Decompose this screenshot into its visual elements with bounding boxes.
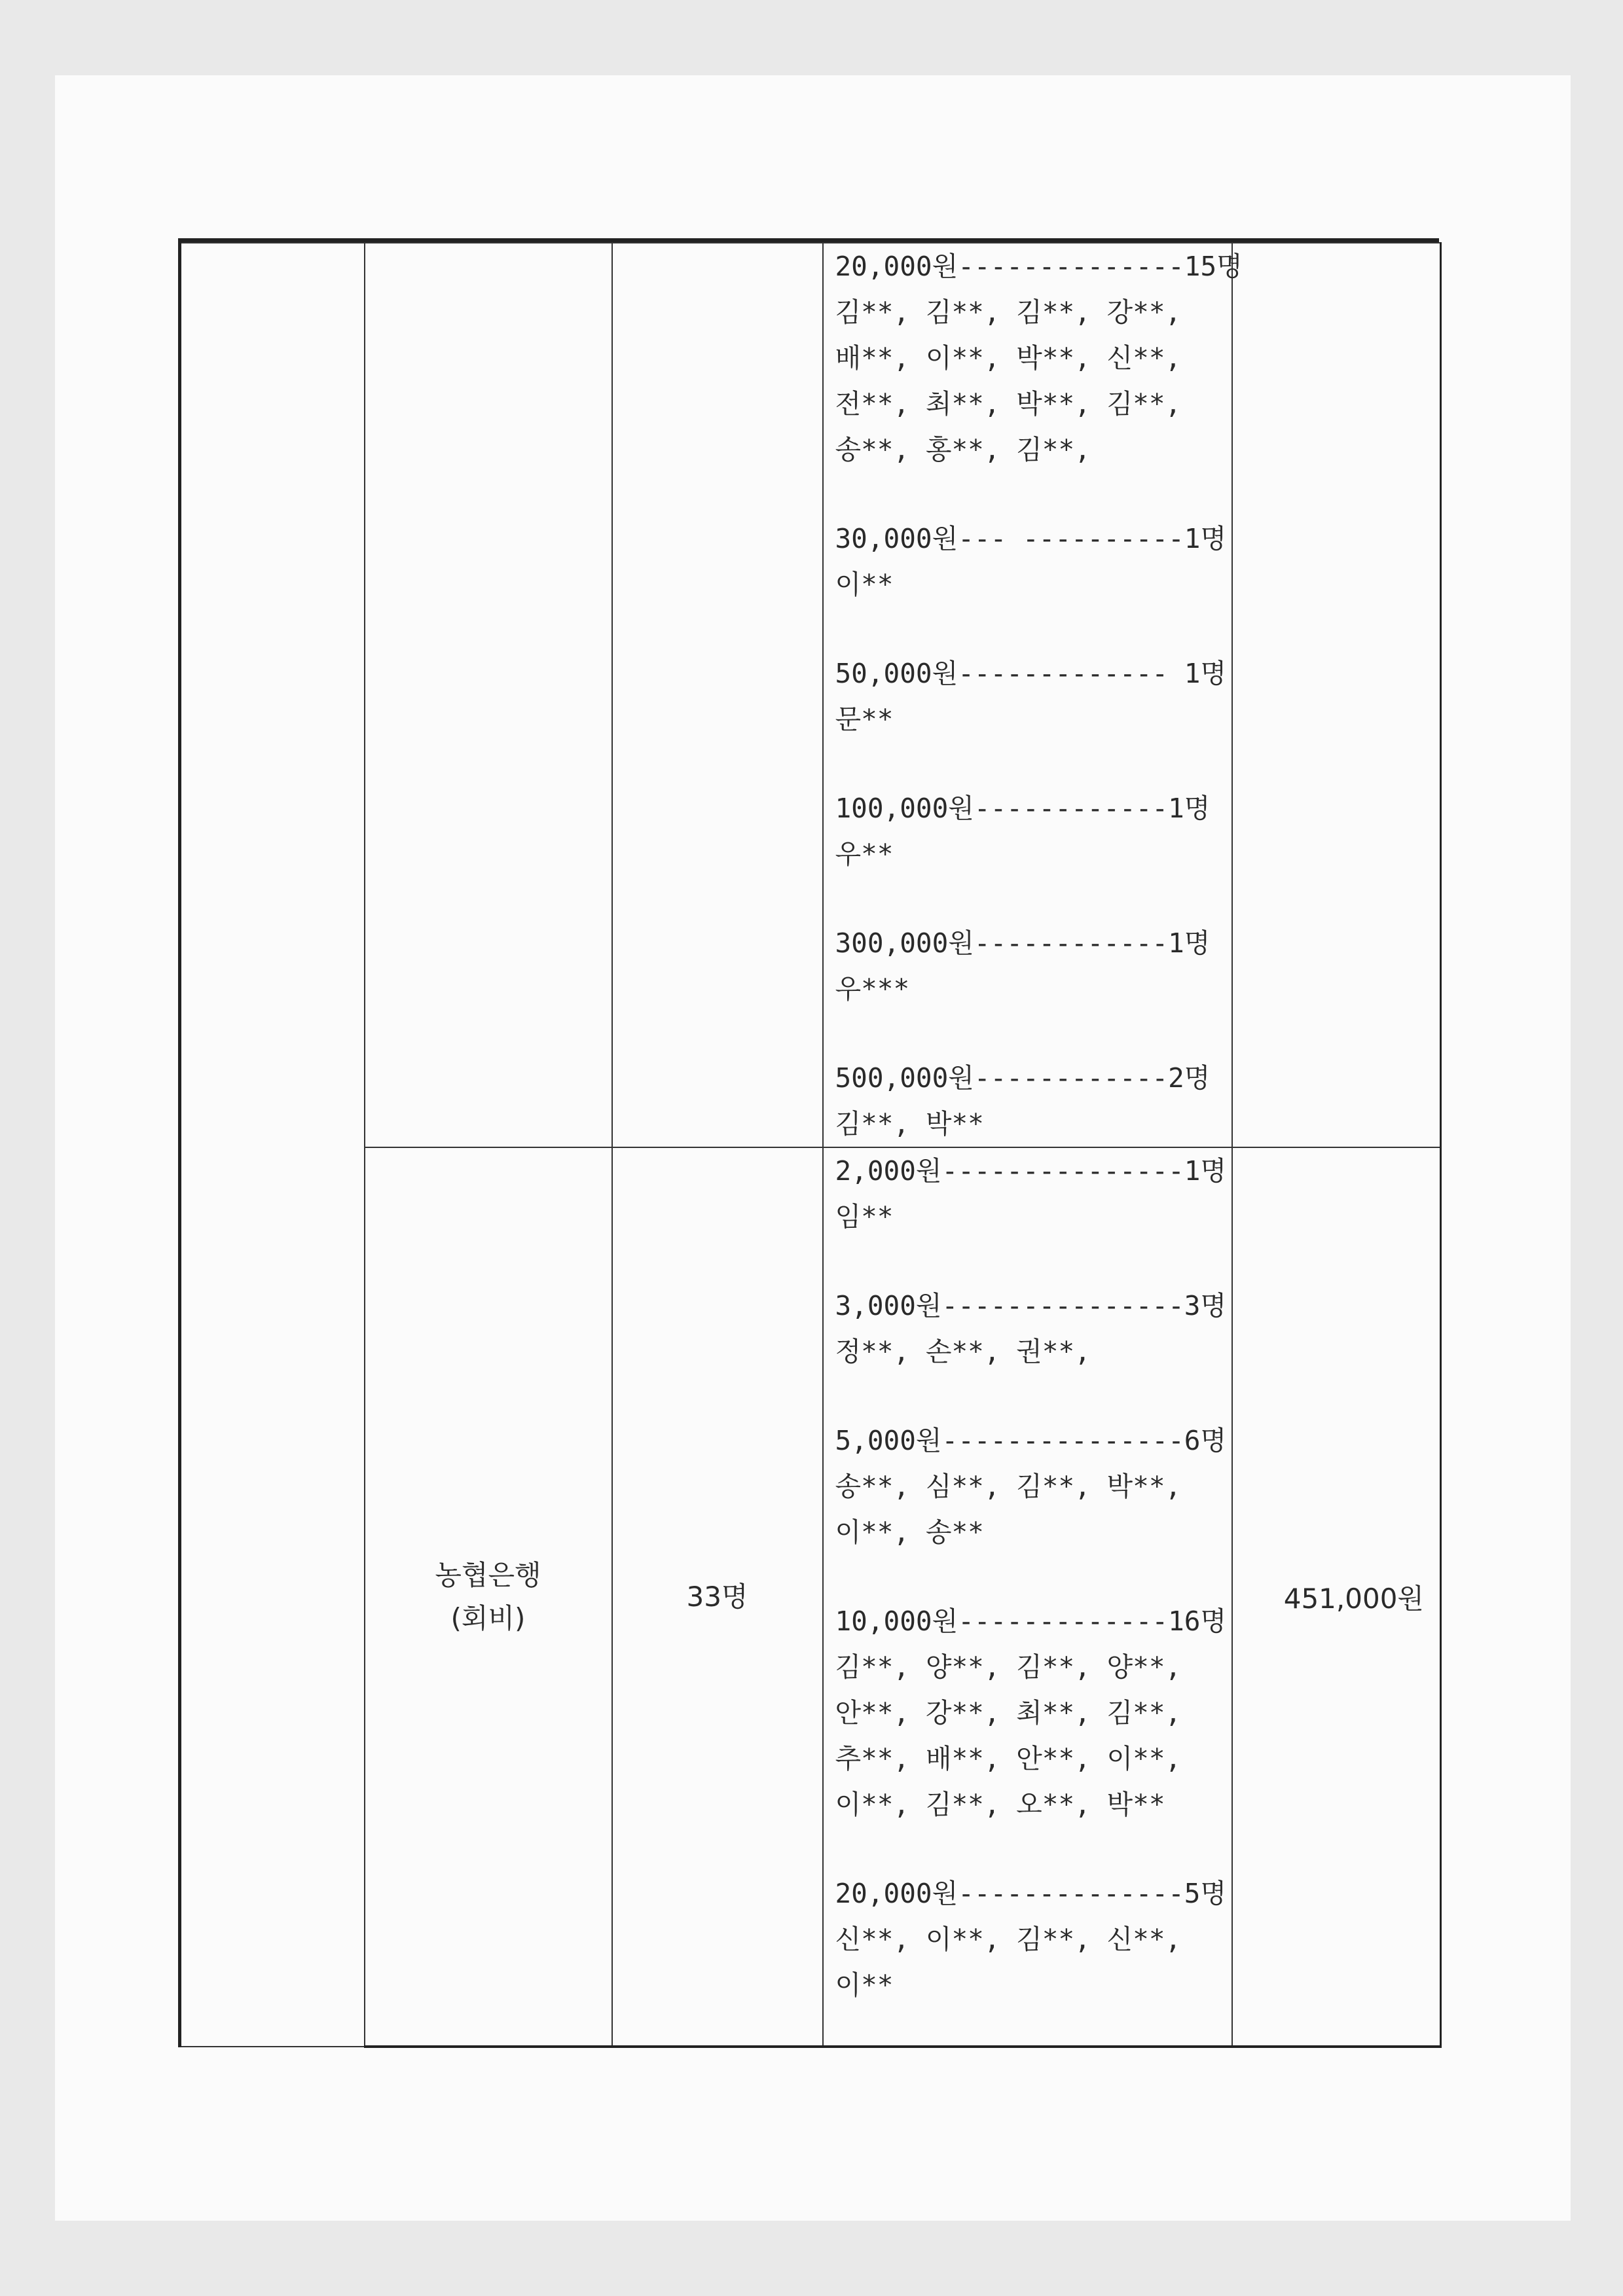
table-row <box>180 243 1441 1147</box>
total-cell <box>1232 243 1441 1147</box>
amount-line: 5,000원---------------6명 <box>835 1425 1227 1456</box>
amount-group <box>835 1283 1227 1374</box>
amount-group <box>835 1418 1227 1555</box>
donor-names: 김**, 박** <box>835 1108 984 1139</box>
count-cell <box>612 1147 823 2047</box>
amount-line: 30,000원--- ----------1명 <box>835 523 1227 554</box>
donor-count: 33명 <box>686 1580 748 1613</box>
total-cell <box>1232 1147 1441 2047</box>
amount-group <box>835 243 1243 473</box>
donor-names: 배**, 이**, 박**, 신**, <box>835 342 1182 374</box>
amount-group <box>835 920 1218 1012</box>
amount-group <box>835 651 1227 742</box>
table-row <box>180 1147 1441 2047</box>
amount-group <box>835 516 1227 607</box>
donor-names: 이** <box>835 569 894 600</box>
category-cell <box>365 243 612 1147</box>
amount-line: 20,000원--------------15명 <box>835 251 1243 282</box>
donor-names: 이** <box>835 1969 894 2001</box>
donation-table <box>178 242 1442 2048</box>
donor-names: 우** <box>835 838 894 870</box>
donor-names: 추**, 배**, 안**, 이**, <box>835 1743 1182 1774</box>
category-note: (회비) <box>450 1602 526 1634</box>
amount-group <box>835 1055 1218 1147</box>
category-name: 농협은행 <box>435 1558 541 1591</box>
donor-names: 송**, 심**, 김**, 박**, <box>835 1471 1182 1502</box>
donor-names: 우*** <box>835 973 910 1005</box>
donor-names: 이**, 김**, 오**, 박** <box>835 1789 1165 1820</box>
amount-line: 100,000원------------1명 <box>835 793 1211 824</box>
amount-line: 3,000원---------------3명 <box>835 1290 1227 1321</box>
amount-line: 300,000원------------1명 <box>835 927 1211 959</box>
first-column-cell <box>180 243 365 2047</box>
category-cell <box>365 1147 612 2047</box>
donor-names: 김**, 양**, 김**, 양**, <box>835 1651 1182 1683</box>
donor-names: 정**, 손**, 권**, <box>835 1336 1091 1367</box>
donor-names: 신**, 이**, 김**, 신**, <box>835 1924 1182 1955</box>
donor-names: 김**, 김**, 김**, 강**, <box>835 296 1182 328</box>
donor-names: 전**, 최**, 박**, 김**, <box>835 388 1182 420</box>
donor-detail-cell <box>823 1147 1232 2047</box>
amount-group <box>835 1148 1227 1240</box>
donor-names: 송**, 홍**, 김**, <box>835 434 1091 465</box>
donor-names: 이**, 송** <box>835 1516 984 1548</box>
amount-line: 2,000원---------------1명 <box>835 1155 1227 1187</box>
amount-line: 500,000원------------2명 <box>835 1062 1211 1094</box>
donor-names: 안**, 강**, 최**, 김**, <box>835 1697 1182 1729</box>
amount-line: 10,000원-------------16명 <box>835 1605 1227 1637</box>
amount-group <box>835 1598 1227 1827</box>
amount-group <box>835 1871 1227 2008</box>
amount-line: 50,000원------------- 1명 <box>835 658 1227 689</box>
total-amount: 451,000원 <box>1283 1582 1424 1615</box>
amount-line: 20,000원--------------5명 <box>835 1878 1227 1909</box>
amount-group <box>835 785 1218 877</box>
donor-names: 문** <box>835 704 894 735</box>
donor-detail-cell <box>823 243 1243 1147</box>
donor-names: 임** <box>835 1201 894 1232</box>
count-cell <box>612 243 823 1147</box>
